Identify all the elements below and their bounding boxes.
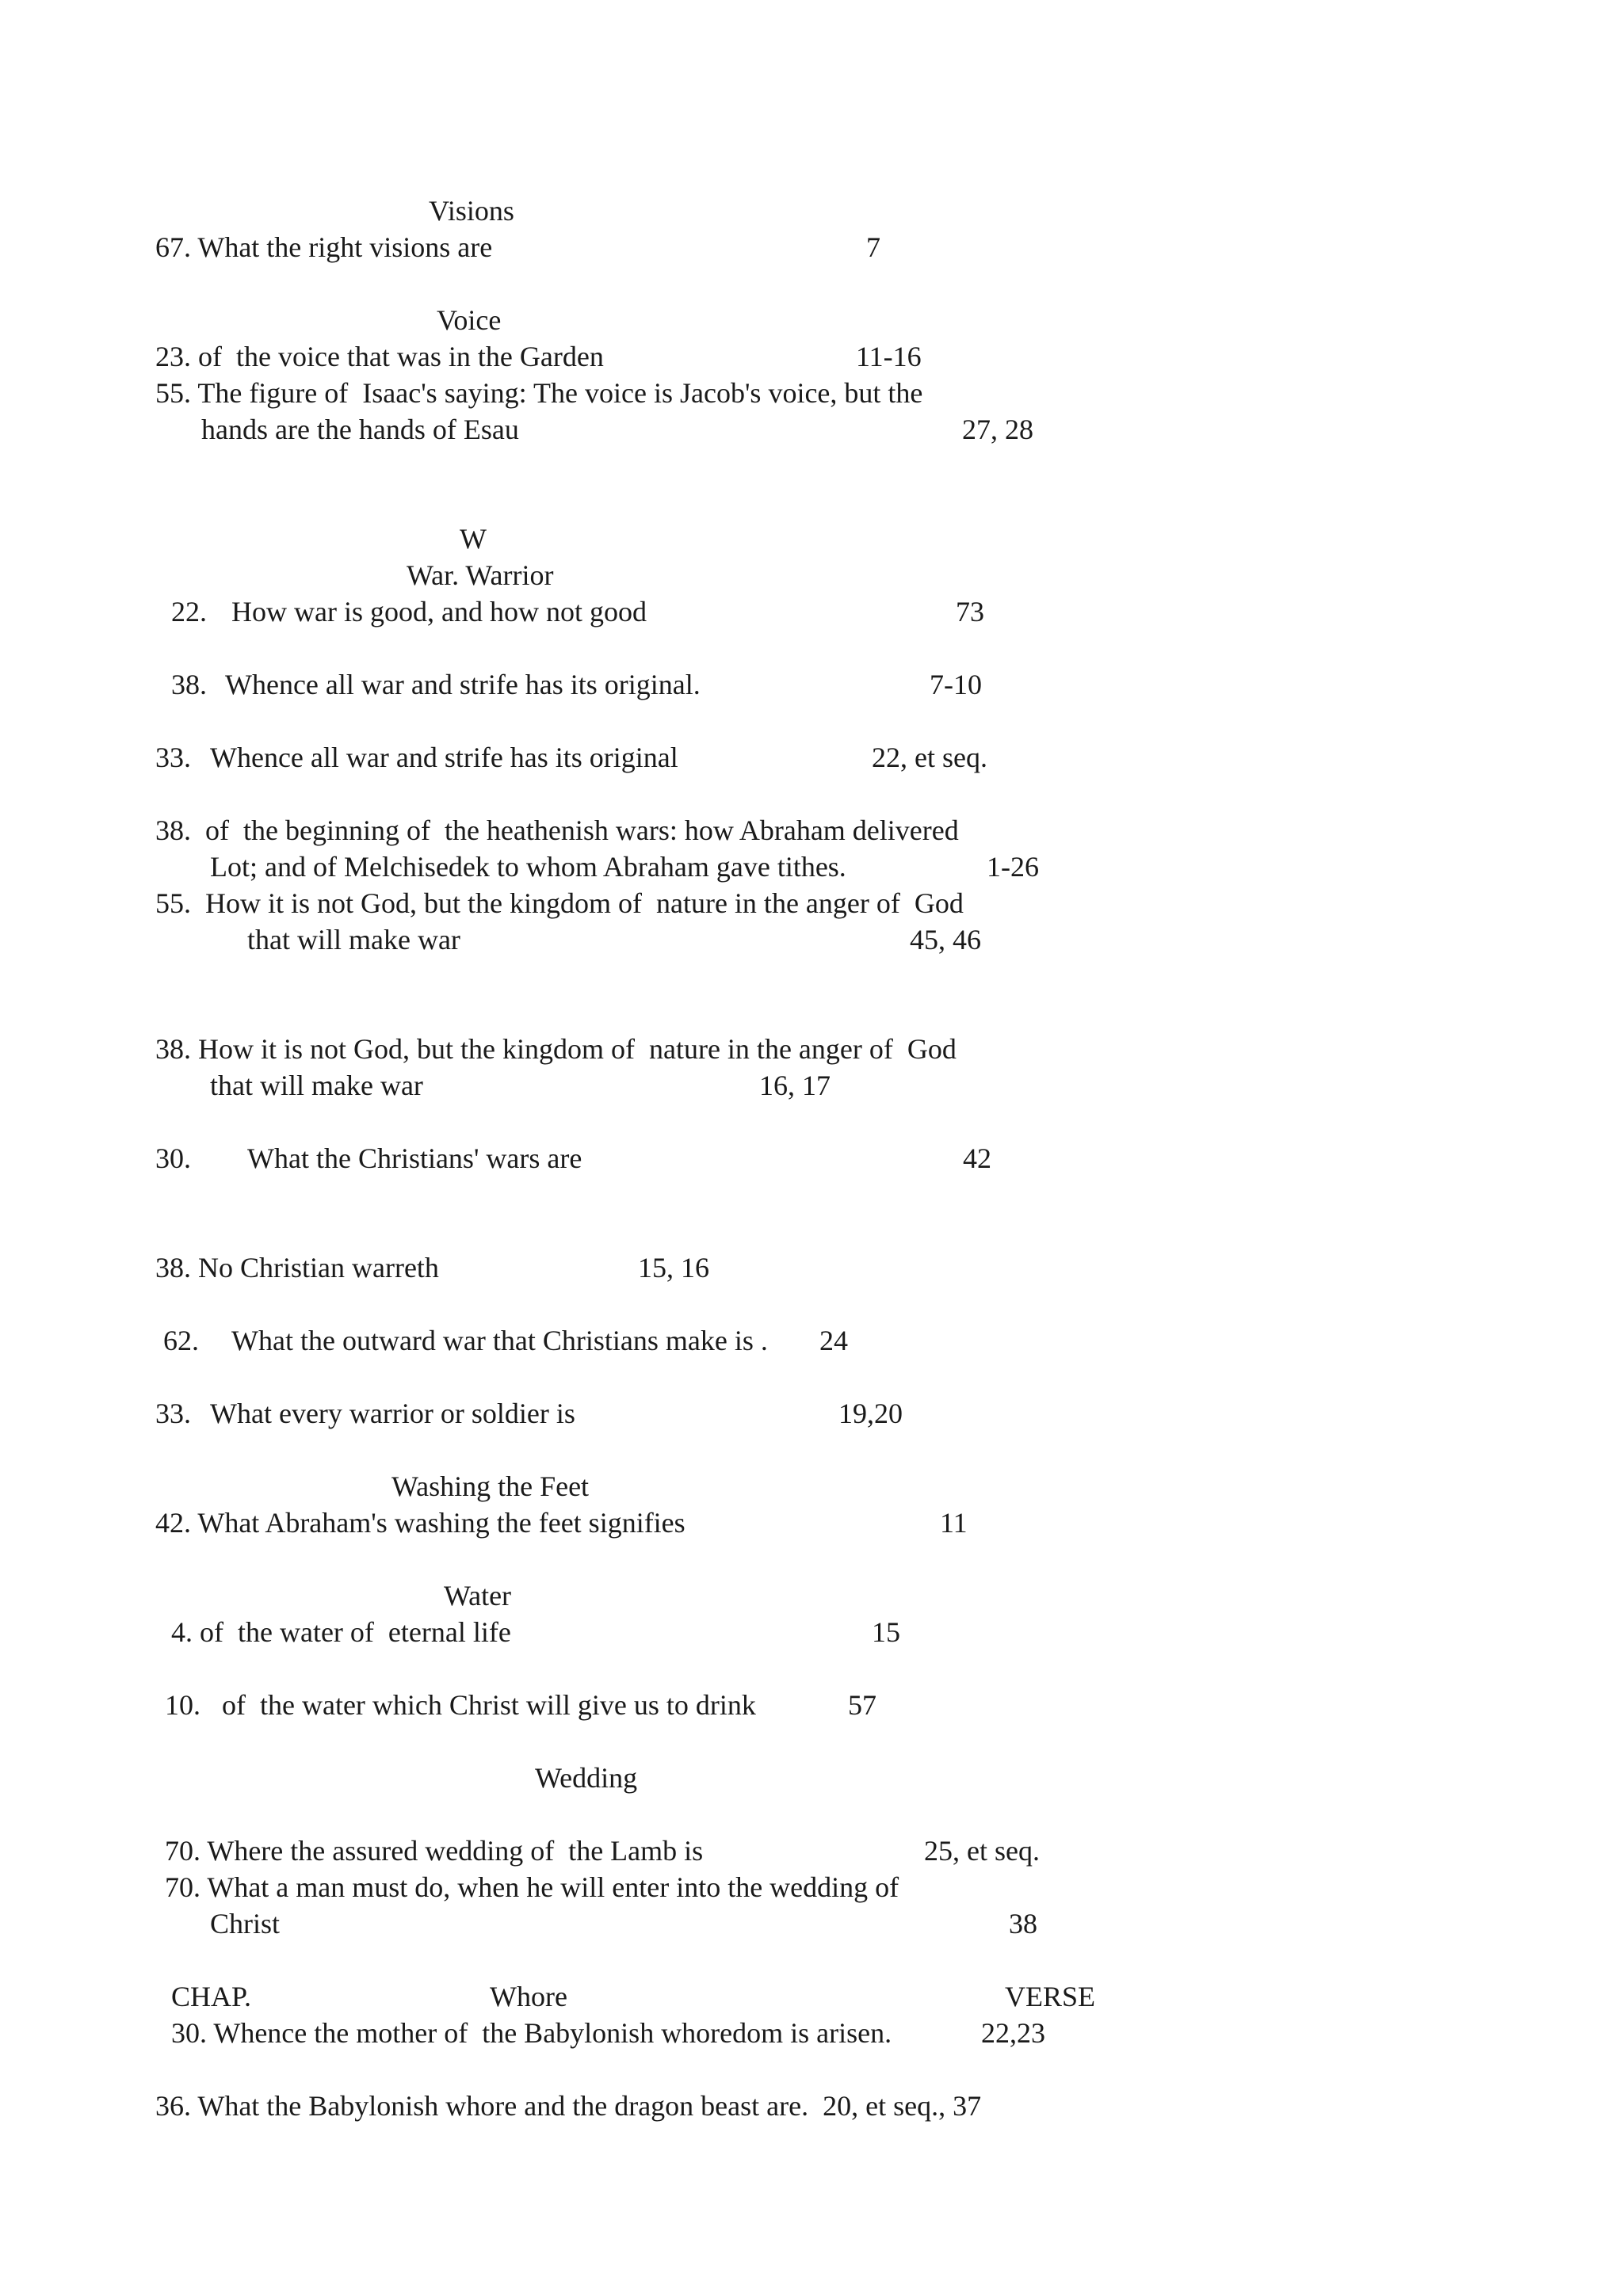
entry-text: 38. of the beginning of the heathenish wars: how Abraham delivered [155, 814, 959, 846]
entry-ref: 73 [956, 596, 984, 627]
entry-number: 33. [155, 742, 191, 773]
entry-text: Whence all war and strife has its original [210, 742, 678, 773]
entry-continuation: hands are the hands of Esau [201, 414, 519, 445]
column-label-verse: VERSE [1005, 1981, 1096, 2012]
heading-wedding: Wedding [535, 1762, 638, 1794]
entry-text: 70. What a man must do, when he will enter into the wedding of [165, 1871, 899, 1903]
entry-text: 38. No Christian warreth [155, 1252, 439, 1283]
heading-war: War. Warrior [407, 559, 554, 591]
entry-number: 30. [155, 1142, 191, 1174]
entry-ref: 1-26 [987, 851, 1039, 883]
entry-ref: 22,23 [981, 2017, 1045, 2049]
entry-ref: 42 [963, 1142, 991, 1174]
entry-number: 10. [165, 1689, 200, 1721]
entry-ref: 27, 28 [962, 414, 1033, 445]
entry-ref: 38 [1009, 1908, 1037, 1939]
entry-text: 55. The figure of Isaac's saying: The voice is Jacob's voice, but the [155, 377, 923, 409]
entry-text: 67. What the right visions are [155, 231, 493, 263]
entry-text: 36. What the Babylonish whore and the dragon beast are. 20, et seq., 37 [155, 2090, 982, 2122]
heading-water: Water [444, 1580, 512, 1611]
heading-visions: Visions [429, 195, 514, 227]
entry-ref: 15, 16 [638, 1252, 709, 1283]
entry-text: How war is good, and how not good [231, 596, 647, 627]
section-letter: W [460, 523, 487, 555]
entry-number: 22. [171, 596, 207, 627]
entry-text: What the outward war that Christians make is . [231, 1325, 768, 1356]
heading-voice: Voice [437, 304, 502, 336]
entry-number: 38. [171, 669, 207, 700]
entry-text: Whence all war and strife has its original. [225, 669, 701, 700]
entry-ref: 16, 17 [759, 1070, 831, 1101]
heading-whore: Whore [490, 1981, 567, 2012]
entry-text: 55. How it is not God, but the kingdom of nature in the anger of God [155, 887, 964, 919]
column-label-chap: CHAP. [171, 1981, 252, 2012]
heading-washing-the-feet: Washing the Feet [391, 1470, 590, 1502]
entry-text: What every warrior or soldier is [210, 1398, 575, 1429]
entry-text: 30. Whence the mother of the Babylonish whoredom is arisen. [171, 2017, 892, 2049]
entry-text: 4. of the water of eternal life [171, 1616, 511, 1648]
entry-ref: 45, 46 [910, 924, 981, 955]
entry-ref: 7 [866, 231, 880, 263]
entry-ref: 22, et seq. [872, 742, 987, 773]
entry-continuation: that will make war [247, 924, 460, 955]
entry-ref: 57 [848, 1689, 876, 1721]
entry-number: 62. [163, 1325, 199, 1356]
entry-text: 23. of the voice that was in the Garden [155, 341, 604, 372]
entry-ref: 11 [940, 1507, 968, 1539]
entry-continuation: Christ [210, 1908, 281, 1939]
entry-text: What the Christians' wars are [247, 1142, 582, 1174]
entry-ref: 11-16 [856, 341, 922, 372]
entry-ref: 24 [819, 1325, 848, 1356]
entry-text: 70. Where the assured wedding of the Lamb is [165, 1835, 704, 1867]
entry-text: of the water which Christ will give us to drink [222, 1689, 756, 1721]
entry-ref: 15 [872, 1616, 900, 1648]
entry-number: 33. [155, 1398, 191, 1429]
entry-ref: 19,20 [838, 1398, 903, 1429]
entry-continuation: that will make war [210, 1070, 423, 1101]
entry-ref: 7-10 [930, 669, 982, 700]
entry-text: 38. How it is not God, but the kingdom of nature in the anger of God [155, 1033, 957, 1065]
entry-text: 42. What Abraham's washing the feet signifies [155, 1507, 685, 1539]
entry-ref: 25, et seq. [924, 1835, 1040, 1867]
entry-continuation: Lot; and of Melchisedek to whom Abraham gave tithes. [210, 851, 846, 883]
